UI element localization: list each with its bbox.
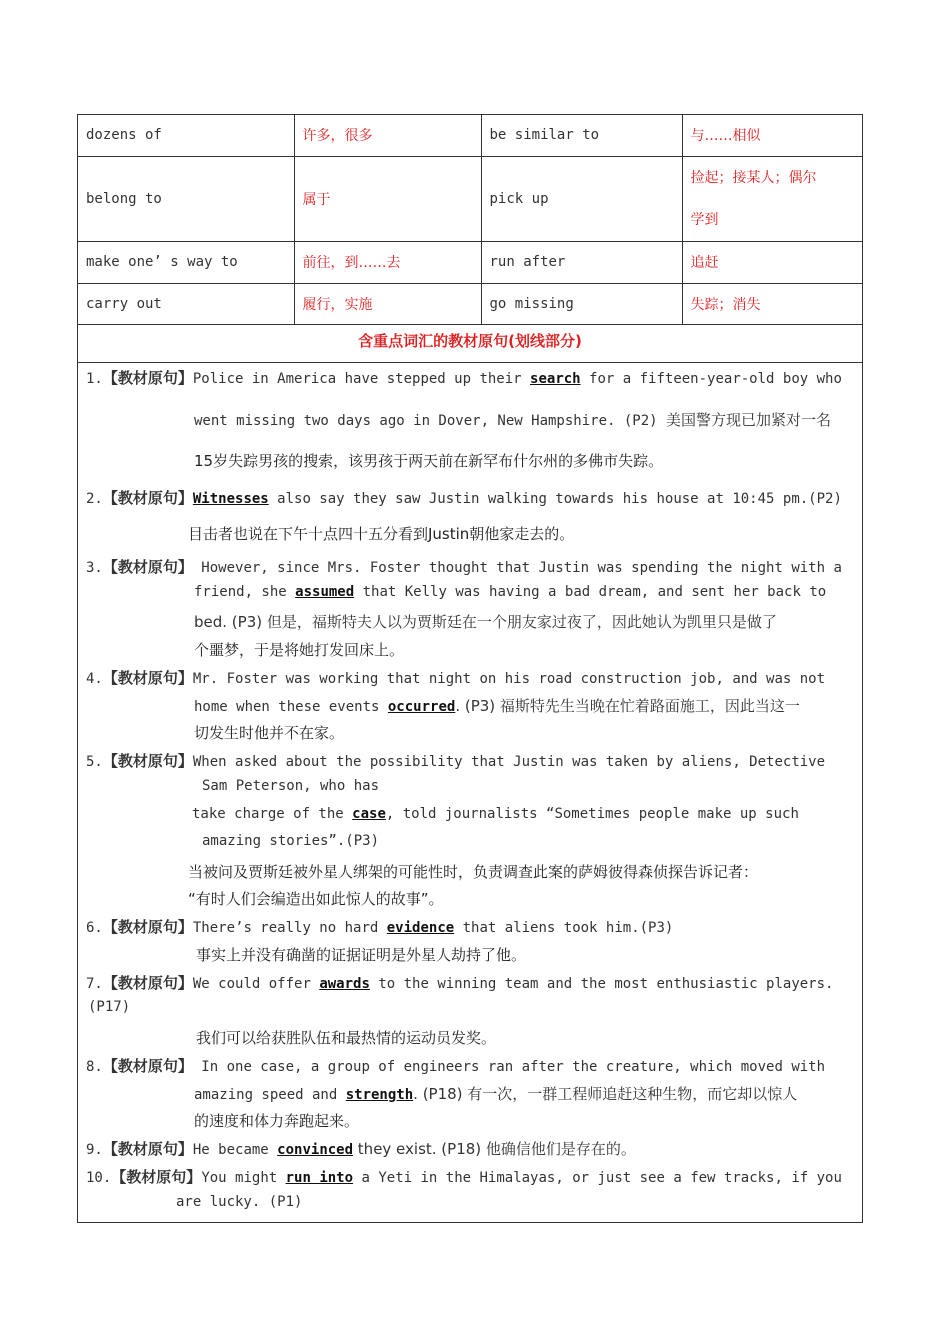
vocab-en: be similar to [481, 115, 682, 156]
sentence-line: 2.【教材原句】Witnesses also say they saw Justin walking towards his house at 10:45 pm.(P2) [86, 489, 842, 507]
document-frame [77, 114, 863, 1223]
sentence-line: went missing two days ago in Dover, New Hampshire. (P2) 美国警方现已加紧对一名 [194, 411, 832, 429]
translation-line: 15岁失踪男孩的搜索，该男孩于两天前在新罕布什尔州的多佛市失踪。 [194, 452, 664, 470]
keyword: run into [285, 1170, 354, 1186]
tag-label: 【教材原句】 [102, 1140, 193, 1158]
translation-line: 切发生时他并不在家。 [194, 724, 345, 742]
translation-line: 当被问及贾斯廷被外星人绑架的可能性时，负责调查此案的萨姆彼得森侦探告诉记者： [188, 863, 759, 881]
vocab-en: belong to [78, 156, 294, 241]
sentence-line: 6.【教材原句】There’s really no hard evidence that aliens took him.(P3) [86, 918, 674, 936]
vocab-table [78, 115, 862, 325]
sentence-line: amazing speed and strength. (P18) 有一次，一群工程师追赶这种生物，而它却以惊人 [194, 1085, 798, 1103]
tag-label: 【教材原句】 [102, 369, 193, 387]
sentence-line: home when these events occurred. (P3) 福斯特先生当晚在忙着路面施工，因此当这一 [194, 697, 800, 715]
vocab-row [78, 115, 862, 156]
translation-line: 事实上并没有确凿的证据证明是外星人劫持了他。 [196, 946, 527, 964]
translation-line: 目击者也说在下午十点四十五分看到Justin朝他家走去的。 [188, 525, 575, 543]
sentence-line: 9.【教材原句】He became convinced they exist. (P18) 他确信他们是存在的。 [86, 1140, 636, 1158]
keyword: convinced [277, 1142, 354, 1158]
section-title: 含重点词汇的教材原句(划线部分) [78, 320, 862, 363]
sentence-line: 7.【教材原句】We could offer awards to the winning team and the most enthusiastic players. [86, 974, 834, 992]
vocab-en: pick up [481, 156, 682, 241]
vocab-zh-line: 学到 [690, 211, 719, 228]
keyword: strength [345, 1087, 414, 1103]
keyword: case [352, 806, 386, 822]
keyword: assumed [295, 584, 355, 600]
sentence-line: Sam Peterson, who has [202, 778, 380, 794]
vocab-en: make one’ s way to [78, 241, 294, 283]
sentence-line: 1.【教材原句】Police in America have stepped up their search for a fifteen-year-old boy who [86, 369, 842, 387]
sentence-line: 8.【教材原句】 In one case, a group of engineers ran after the creature, which moved with [86, 1057, 826, 1075]
keyword: evidence [386, 920, 455, 936]
sentence-line: friend, she assumed that Kelly was having a bad dream, and sent her back to [194, 584, 827, 600]
sentence-line: take charge of the case, told journalists “Sometimes people make up such [192, 806, 799, 822]
tag-label: 【教材原句】 [102, 918, 193, 936]
vocab-zh: 前往，到……去 [294, 241, 481, 283]
vocab-row [78, 156, 862, 241]
vocab-zh-multiline [682, 156, 862, 241]
sentence-line: amazing stories”.(P3) [202, 833, 380, 849]
tag-label: 【教材原句】 [102, 558, 193, 576]
keyword: search [530, 371, 581, 387]
vocab-zh: 属于 [294, 156, 481, 241]
translation-line: “有时人们会编造出如此惊人的故事”。 [188, 890, 444, 908]
sentence-line: are lucky. (P1) [176, 1194, 303, 1210]
tag-label: 【教材原句】 [111, 1168, 202, 1186]
translation-line: 的速度和体力奔跑起来。 [194, 1112, 360, 1130]
sentence-line: 5.【教材原句】When asked about the possibility that Justin was taken by aliens, Detective [86, 752, 826, 770]
tag-label: 【教材原句】 [102, 974, 193, 992]
vocab-zh: 履行，实施 [294, 283, 481, 324]
vocab-en: go missing [481, 283, 682, 324]
sentence-line: 4.【教材原句】Mr. Foster was working that night on his road construction job, and was not [86, 669, 826, 687]
tag-label: 【教材原句】 [102, 669, 193, 687]
translation-line: bed. (P3) 但是，福斯特夫人以为贾斯廷在一个朋友家过夜了，因此她认为凯里只是做了 [194, 613, 777, 631]
translation-line: 个噩梦，于是将她打发回床上。 [194, 641, 405, 659]
sentence-line: 3.【教材原句】 However, since Mrs. Foster thought that Justin was spending the night with a [86, 558, 842, 576]
vocab-row [78, 283, 862, 324]
vocab-zh: 与……相似 [682, 115, 862, 156]
vocab-zh: 许多，很多 [294, 115, 481, 156]
vocab-zh-line: 捡起；接某人；偶尔 [690, 169, 817, 186]
keyword: awards [319, 976, 370, 992]
sentence-line: 10.【教材原句】You might run into a Yeti in the Himalayas, or just see a few tracks, if you [86, 1168, 842, 1186]
sentence-line: (P17) [88, 999, 131, 1015]
keyword: occurred [387, 699, 456, 715]
tag-label: 【教材原句】 [102, 489, 193, 507]
keyword: Witnesses [192, 491, 269, 507]
tag-label: 【教材原句】 [102, 1057, 193, 1075]
tag-label: 【教材原句】 [102, 752, 193, 770]
vocab-en: carry out [78, 283, 294, 324]
vocab-zh: 失踪；消失 [682, 283, 862, 324]
vocab-en: run after [481, 241, 682, 283]
vocab-row [78, 241, 862, 283]
vocab-en: dozens of [78, 115, 294, 156]
translation-line: 我们可以给获胜队伍和最热情的运动员发奖。 [196, 1029, 497, 1047]
vocab-zh: 追赶 [682, 241, 862, 283]
